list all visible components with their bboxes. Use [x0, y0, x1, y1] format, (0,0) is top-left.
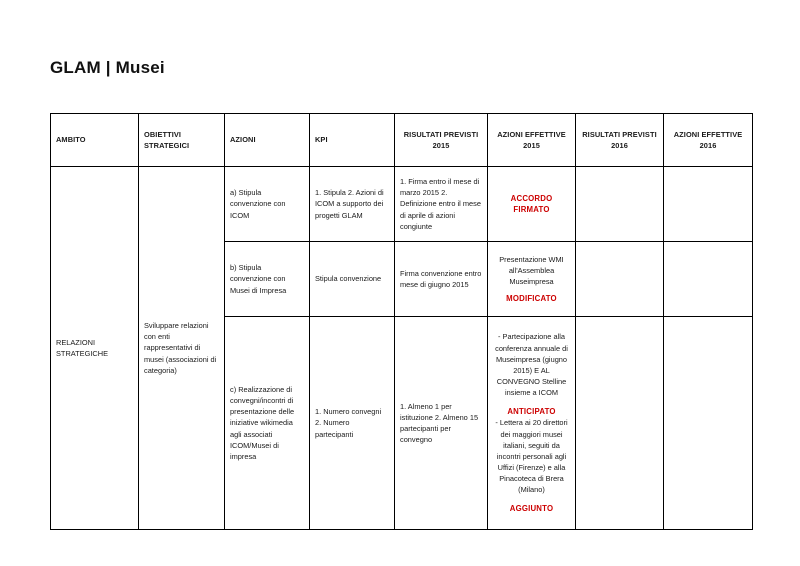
azioni-effettive-2015-c-item-2: - Lettera ai 20 direttori dei maggiori musei italiani, seguiti da incontri personali agli Uffizi (Firenze) e alla Pinacoteca di Brera (Milano): [495, 418, 568, 495]
cell-azioni-a: a) Stipula convenzione con ICOM: [225, 167, 310, 242]
cell-risultati-previsti-2015-a: 1. Firma entro il mese di marzo 2015 2. Definizione entro il mese di aprile di azioni congiunte: [395, 167, 488, 242]
cell-azioni-effettive-2015-b: [488, 242, 576, 317]
page-title: GLAM | Musei: [50, 58, 165, 77]
cell-kpi-c: 1. Numero convegni 2. Numero partecipanti: [310, 317, 395, 530]
cell-azioni-effettive-2016-b: [664, 242, 753, 317]
column-header-risultati-previsti-2016: RISULTATI PREVISTI 2016: [576, 114, 664, 167]
cell-azioni-effettive-2016-a: [664, 167, 753, 242]
cell-ambito: RELAZIONI STRATEGICHE: [51, 167, 139, 530]
column-header-ambito: AMBITO: [51, 114, 139, 167]
cell-risultati-previsti-2016-a: [576, 167, 664, 242]
cell-risultati-previsti-2016-b: [576, 242, 664, 317]
status-badge-modificato: MODIFICATO: [506, 294, 557, 304]
cell-kpi-a: 1. Stipula 2. Azioni di ICOM a supporto dei progetti GLAM: [310, 167, 395, 242]
status-badge-aggiunto: AGGIUNTO: [509, 504, 554, 514]
column-header-kpi: KPI: [310, 114, 395, 167]
cell-azioni-b: b) Stipula convenzione con Musei di Impresa: [225, 242, 310, 317]
azioni-effettive-2015-c-item-1: - Partecipazione alla conferenza annuale di Museimpresa (giugno 2015) E AL CONVEGNO Stelline insieme a ICOM: [495, 332, 568, 398]
cell-risultati-previsti-2015-c: 1. Almeno 1 per istituzione 2. Almeno 15 partecipanti per convegno: [395, 317, 488, 530]
status-badge-accordo-firmato: ACCORDO FIRMATO: [510, 193, 553, 214]
cell-obiettivi-strategici: Sviluppare relazioni con enti rappresentativi di musei (associazioni di categoria): [139, 167, 225, 530]
glam-musei-table-container: [50, 113, 752, 530]
azioni-effettive-2015-b-text: Presentazione WMI all'Assemblea Museimpresa: [499, 254, 564, 286]
cell-azioni-c: c) Realizzazione di convegni/incontri di presentazione delle iniziative wikimedia agli associati ICOM/Musei di impresa: [225, 317, 310, 530]
cell-risultati-previsti-2015-b: Firma convenzione entro mese di giugno 2015: [395, 242, 488, 317]
status-badge-anticipato: ANTICIPATO: [507, 407, 556, 417]
cell-risultati-previsti-2016-c: [576, 317, 664, 530]
cell-azioni-effettive-2015-a: [488, 167, 576, 242]
column-header-risultati-previsti-2015: RISULTATI PREVISTI 2015: [395, 114, 488, 167]
cell-kpi-b: Stipula convenzione: [310, 242, 395, 317]
column-header-obiettivi-strategici: OBIETTIVI STRATEGICI: [139, 114, 225, 167]
table-header-row: [51, 114, 753, 167]
cell-azioni-effettive-2015-c: [488, 317, 576, 530]
column-header-azioni-effettive-2015: AZIONI EFFETTIVE 2015: [488, 114, 576, 167]
cell-azioni-effettive-2016-c: [664, 317, 753, 530]
glam-musei-table: [50, 113, 753, 530]
table-row: [51, 167, 753, 242]
column-header-azioni-effettive-2016: AZIONI EFFETTIVE 2016: [664, 114, 753, 167]
column-header-azioni: AZIONI: [225, 114, 310, 167]
